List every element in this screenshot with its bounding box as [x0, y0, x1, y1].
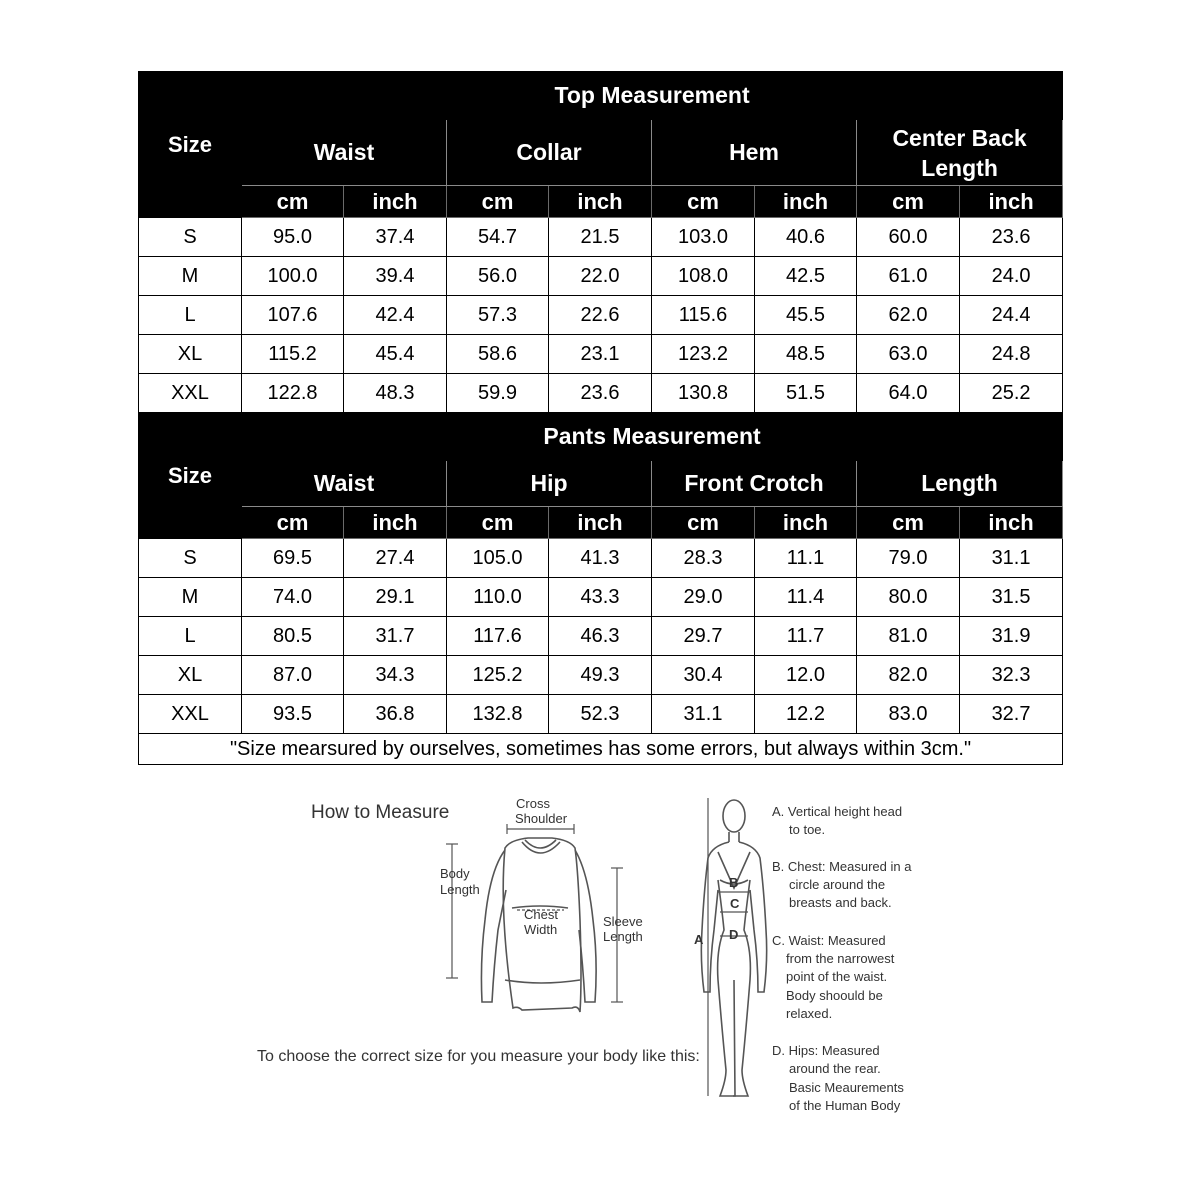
measurement-cell: 115.2	[242, 335, 344, 374]
note-d-line: D. Hips: Measured	[772, 1043, 880, 1058]
measurement-cell: 117.6	[447, 617, 549, 656]
top-table-body	[139, 218, 1063, 413]
measurement-cell: 115.6	[652, 296, 755, 335]
measurement-cell: 61.0	[857, 257, 960, 296]
pants-measurement-table	[138, 412, 1063, 765]
measurement-cell: 103.0	[652, 218, 755, 257]
unit-header: inch	[344, 507, 447, 539]
measurement-cell: 29.0	[652, 578, 755, 617]
cross-shoulder-label: Cross	[516, 796, 550, 811]
unit-header: cm	[857, 507, 960, 539]
measurement-cell: 79.0	[857, 539, 960, 578]
note-b-line: circle around the	[789, 877, 886, 892]
note-c-line: relaxed.	[786, 1006, 833, 1021]
measurement-cell: 56.0	[447, 257, 549, 296]
column-header: Hem	[652, 120, 857, 186]
note-d-line: Basic Meaurements	[789, 1080, 904, 1095]
pants-table-body	[139, 539, 1063, 734]
table-row	[139, 539, 1063, 578]
unit-header: cm	[242, 507, 344, 539]
measurement-cell: 49.3	[549, 656, 652, 695]
measurement-cell: 107.6	[242, 296, 344, 335]
unit-header: inch	[755, 507, 857, 539]
note-c-line: Body shoould be	[786, 988, 883, 1003]
measurement-cell: 22.0	[549, 257, 652, 296]
measurement-cell: 60.0	[857, 218, 960, 257]
measurement-cell: 46.3	[549, 617, 652, 656]
measurement-cell: 81.0	[857, 617, 960, 656]
size-cell: XXL	[139, 374, 242, 413]
measurement-cell: 32.3	[960, 656, 1063, 695]
measurement-cell: 48.5	[755, 335, 857, 374]
marker-d: D	[729, 927, 739, 942]
measurement-cell: 23.6	[960, 218, 1063, 257]
body-length-label: Length	[440, 882, 480, 897]
measurement-cell: 93.5	[242, 695, 344, 734]
size-cell: XXL	[139, 695, 242, 734]
measurement-cell: 31.5	[960, 578, 1063, 617]
measurement-cell: 58.6	[447, 335, 549, 374]
measurement-cell: 48.3	[344, 374, 447, 413]
measurement-cell: 41.3	[549, 539, 652, 578]
measurement-cell: 125.2	[447, 656, 549, 695]
measurement-cell: 52.3	[549, 695, 652, 734]
measurement-cell: 39.4	[344, 257, 447, 296]
note-b-line: breasts and back.	[789, 895, 892, 910]
measurement-cell: 12.0	[755, 656, 857, 695]
measurement-cell: 24.0	[960, 257, 1063, 296]
measurement-cell: 110.0	[447, 578, 549, 617]
cross-shoulder-label: Shoulder	[515, 811, 568, 826]
size-cell: S	[139, 218, 242, 257]
measurement-cell: 63.0	[857, 335, 960, 374]
measurement-cell: 31.7	[344, 617, 447, 656]
column-header: Waist	[242, 461, 447, 507]
measurement-cell: 21.5	[549, 218, 652, 257]
body-figure	[701, 800, 766, 1096]
measurement-cell: 11.4	[755, 578, 857, 617]
column-header: Front Crotch	[652, 461, 857, 507]
unit-header: inch	[549, 186, 652, 218]
note-d-line: around the rear.	[789, 1061, 881, 1076]
measurement-cell: 42.5	[755, 257, 857, 296]
unit-header: cm	[857, 186, 960, 218]
measurement-cell: 23.1	[549, 335, 652, 374]
measurement-cell: 11.7	[755, 617, 857, 656]
table-row	[139, 296, 1063, 335]
table-row	[139, 257, 1063, 296]
unit-header: inch	[344, 186, 447, 218]
note-a-line: A. Vertical height head	[772, 804, 903, 819]
measurement-cell: 36.8	[344, 695, 447, 734]
measurement-cell: 29.1	[344, 578, 447, 617]
measurement-cell: 54.7	[447, 218, 549, 257]
size-cell: L	[139, 296, 242, 335]
measurement-cell: 22.6	[549, 296, 652, 335]
how-to-measure-title: How to Measure	[311, 802, 450, 823]
measurement-cell: 87.0	[242, 656, 344, 695]
measurement-cell: 108.0	[652, 257, 755, 296]
measurement-cell: 11.1	[755, 539, 857, 578]
unit-header: cm	[447, 507, 549, 539]
table-row	[139, 374, 1063, 413]
measurement-cell: 45.4	[344, 335, 447, 374]
measurement-cell: 27.4	[344, 539, 447, 578]
measurement-cell: 29.7	[652, 617, 755, 656]
shirt-labels	[440, 796, 643, 944]
size-header: Size	[139, 413, 242, 539]
measurement-cell: 25.2	[960, 374, 1063, 413]
measurement-cell: 69.5	[242, 539, 344, 578]
measurement-cell: 45.5	[755, 296, 857, 335]
table-row	[139, 218, 1063, 257]
measurement-cell: 31.1	[960, 539, 1063, 578]
size-cell: S	[139, 539, 242, 578]
sleeve-length-label: Sleeve	[603, 914, 643, 929]
measurement-cell: 32.7	[960, 695, 1063, 734]
column-header: Center Back Length	[857, 120, 1063, 186]
measurement-cell: 80.0	[857, 578, 960, 617]
measurement-cell: 59.9	[447, 374, 549, 413]
table-title: Pants Measurement	[242, 413, 1063, 461]
measurement-cell: 122.8	[242, 374, 344, 413]
note-d-line: of the Human Body	[789, 1098, 901, 1113]
size-header: Size	[139, 72, 242, 218]
measurement-cell: 43.3	[549, 578, 652, 617]
note-c-line: point of the waist.	[786, 969, 888, 984]
marker-b: B	[729, 875, 739, 890]
chest-width-label: Chest	[524, 907, 558, 922]
measurement-cell: 34.3	[344, 656, 447, 695]
unit-header: cm	[652, 186, 755, 218]
measurement-cell: 57.3	[447, 296, 549, 335]
measurement-notes	[772, 804, 912, 1113]
measurement-cell: 62.0	[857, 296, 960, 335]
column-header: Hip	[447, 461, 652, 507]
table-row	[139, 656, 1063, 695]
column-header: Length	[857, 461, 1063, 507]
measurement-cell: 83.0	[857, 695, 960, 734]
measurement-cell: 100.0	[242, 257, 344, 296]
size-cell: XL	[139, 656, 242, 695]
column-header: Collar	[447, 120, 652, 186]
size-cell: M	[139, 257, 242, 296]
unit-header: cm	[652, 507, 755, 539]
measurement-cell: 37.4	[344, 218, 447, 257]
measurement-cell: 24.4	[960, 296, 1063, 335]
note-c-line: C. Waist: Measured	[772, 933, 886, 948]
table-row	[139, 617, 1063, 656]
measurement-cell: 31.9	[960, 617, 1063, 656]
unit-header: cm	[447, 186, 549, 218]
unit-header: inch	[755, 186, 857, 218]
measurement-cell: 12.2	[755, 695, 857, 734]
measure-instruction: To choose the correct size for you measure your body like this:	[257, 1048, 700, 1065]
measurement-cell: 80.5	[242, 617, 344, 656]
unit-header: inch	[549, 507, 652, 539]
table-row	[139, 695, 1063, 734]
measurement-cell: 123.2	[652, 335, 755, 374]
sleeve-length-label: Length	[603, 929, 643, 944]
table-title: Top Measurement	[242, 72, 1063, 120]
measurement-cell: 31.1	[652, 695, 755, 734]
measurement-cell: 30.4	[652, 656, 755, 695]
note-a-line: to toe.	[789, 822, 826, 837]
chest-width-label: Width	[524, 922, 558, 937]
measurement-cell: 23.6	[549, 374, 652, 413]
measurement-cell: 95.0	[242, 218, 344, 257]
measurement-cell: 105.0	[447, 539, 549, 578]
size-cell: M	[139, 578, 242, 617]
measurement-cell: 74.0	[242, 578, 344, 617]
how-to-measure-illustration	[0, 780, 1200, 1140]
measurement-cell: 64.0	[857, 374, 960, 413]
body-length-label: Body	[440, 866, 470, 881]
table-row	[139, 578, 1063, 617]
measurement-cell: 42.4	[344, 296, 447, 335]
measurement-cell: 82.0	[857, 656, 960, 695]
top-measurement-table	[138, 71, 1063, 413]
table-row	[139, 335, 1063, 374]
measurement-note: "Size mearsured by ourselves, sometimes has some errors, but always within 3cm."	[139, 734, 1063, 765]
marker-c: C	[730, 896, 740, 911]
measurement-cell: 130.8	[652, 374, 755, 413]
measurement-cell: 24.8	[960, 335, 1063, 374]
marker-a: A	[694, 932, 704, 947]
unit-header: cm	[242, 186, 344, 218]
column-header: Waist	[242, 120, 447, 186]
unit-header: inch	[960, 186, 1063, 218]
measurement-cell: 51.5	[755, 374, 857, 413]
size-cell: XL	[139, 335, 242, 374]
measurement-cell: 132.8	[447, 695, 549, 734]
measurement-cell: 40.6	[755, 218, 857, 257]
note-b-line: B. Chest: Measured in a	[772, 859, 912, 874]
size-cell: L	[139, 617, 242, 656]
unit-header: inch	[960, 507, 1063, 539]
note-c-line: from the narrowest	[786, 951, 895, 966]
body-markers	[694, 875, 740, 947]
measurement-cell: 28.3	[652, 539, 755, 578]
